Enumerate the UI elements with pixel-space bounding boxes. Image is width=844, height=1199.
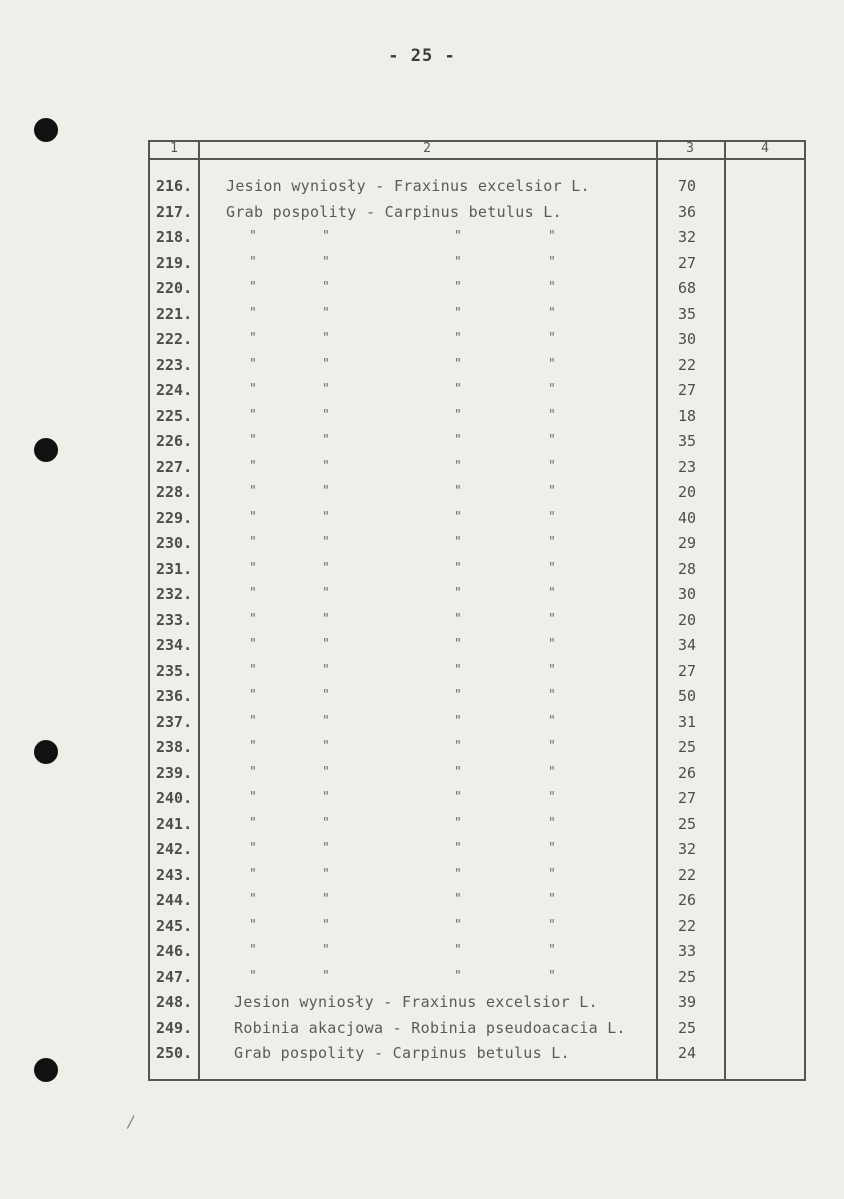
- row-value: 27: [678, 789, 697, 807]
- row-number: 233.: [156, 610, 193, 629]
- ditto-mark: ": [548, 713, 556, 729]
- row-value: 32: [678, 840, 697, 858]
- row-number: 232.: [156, 585, 193, 603]
- ditto-mark: ": [548, 433, 556, 448]
- ditto-mark: ": [454, 866, 462, 882]
- ditto-mark: ": [249, 739, 257, 754]
- ditto-mark: ": [548, 280, 556, 295]
- table-row: [0, 302, 844, 328]
- table-row: [0, 455, 844, 481]
- row-number: 226.: [156, 432, 193, 450]
- ditto-mark: ": [454, 331, 462, 346]
- row-value: 20: [678, 483, 697, 501]
- punch-hole-1: [34, 118, 58, 142]
- ditto-mark: ": [322, 968, 330, 984]
- ditto-mark: ": [454, 254, 462, 270]
- table-row: [0, 404, 844, 430]
- ditto-mark: ": [322, 382, 330, 397]
- row-value: 50: [678, 687, 697, 705]
- row-value: 32: [678, 228, 697, 246]
- row-number: 229.: [156, 508, 193, 527]
- ditto-mark: ": [548, 305, 556, 321]
- ditto-mark: ": [454, 356, 462, 372]
- row-value: 68: [678, 279, 697, 297]
- row-value: 25: [678, 738, 697, 756]
- table-row: [0, 837, 844, 863]
- table-row: [0, 659, 844, 685]
- row-value: 35: [678, 432, 697, 450]
- ditto-mark: ": [249, 713, 257, 729]
- row-number: 228.: [156, 483, 193, 501]
- ditto-mark: ": [322, 254, 330, 270]
- row-number: 238.: [156, 738, 193, 756]
- ditto-mark: ": [454, 790, 462, 805]
- row-number: 217.: [156, 202, 193, 221]
- row-number: 234.: [156, 636, 193, 654]
- ditto-mark: ": [548, 458, 556, 474]
- ditto-mark: ": [454, 407, 462, 423]
- ditto-mark: ": [454, 305, 462, 321]
- row-value: 24: [678, 1044, 697, 1062]
- row-value: 35: [678, 304, 697, 323]
- ditto-mark: ": [548, 943, 556, 958]
- ditto-mark: ": [322, 356, 330, 372]
- ditto-mark: ": [322, 509, 330, 525]
- ditto-mark: ": [249, 560, 257, 576]
- ditto-mark: ": [454, 484, 462, 499]
- ditto-mark: ": [249, 943, 257, 958]
- ditto-mark: ": [322, 917, 330, 933]
- ditto-mark: ": [249, 611, 257, 627]
- ditto-mark: ": [322, 433, 330, 448]
- ditto-mark: ": [322, 560, 330, 576]
- row-value: 25: [678, 814, 697, 833]
- ditto-mark: ": [249, 586, 257, 601]
- row-number: 219.: [156, 253, 193, 272]
- ditto-mark: ": [548, 611, 556, 627]
- row-number: 221.: [156, 304, 193, 323]
- ditto-mark: ": [322, 484, 330, 499]
- ditto-mark: ": [249, 688, 257, 703]
- row-value: 18: [678, 406, 697, 425]
- ditto-mark: ": [548, 917, 556, 933]
- ditto-mark: ": [548, 407, 556, 423]
- row-value: 30: [678, 585, 697, 603]
- row-number: 225.: [156, 406, 193, 425]
- ditto-mark: ": [322, 815, 330, 831]
- ditto-mark: ": [249, 356, 257, 372]
- row-number: 241.: [156, 814, 193, 833]
- table-row: [0, 429, 844, 455]
- column-header-4: 4: [761, 141, 769, 156]
- ditto-mark: ": [249, 917, 257, 933]
- ditto-mark: ": [249, 790, 257, 805]
- row-number: 216.: [156, 177, 193, 195]
- row-number: 245.: [156, 916, 193, 935]
- ditto-mark: ": [454, 586, 462, 601]
- ditto-mark: ": [249, 968, 257, 984]
- row-number: 222.: [156, 330, 193, 348]
- ditto-mark: ": [454, 688, 462, 703]
- row-number: 231.: [156, 559, 193, 578]
- ditto-mark: ": [249, 866, 257, 882]
- row-value: 39: [678, 993, 697, 1011]
- row-value: 23: [678, 457, 697, 476]
- row-number: 239.: [156, 763, 193, 782]
- ditto-mark: ": [322, 688, 330, 703]
- row-value: 22: [678, 865, 697, 884]
- ditto-mark: ": [454, 535, 462, 550]
- ditto-mark: ": [454, 892, 462, 907]
- ditto-mark: ": [249, 407, 257, 423]
- row-value: 22: [678, 355, 697, 374]
- row-value: 36: [678, 202, 697, 221]
- ditto-mark: ": [249, 509, 257, 525]
- row-number: 224.: [156, 381, 193, 399]
- ditto-mark: ": [548, 739, 556, 754]
- ditto-mark: ": [548, 509, 556, 525]
- ditto-mark: ": [454, 229, 462, 244]
- table-row: [0, 812, 844, 838]
- ditto-mark: ": [322, 407, 330, 423]
- row-number: 220.: [156, 279, 193, 297]
- ditto-mark: ": [322, 305, 330, 321]
- table-row: [0, 633, 844, 659]
- ditto-mark: ": [249, 662, 257, 678]
- column-header-2: 2: [423, 141, 431, 156]
- table-row: [0, 863, 844, 889]
- ditto-mark: ": [249, 892, 257, 907]
- row-number: 249.: [156, 1018, 193, 1037]
- row-number: 218.: [156, 228, 193, 246]
- table-row: [0, 786, 844, 812]
- ditto-mark: ": [322, 458, 330, 474]
- header-divider: [150, 158, 804, 160]
- row-value: 30: [678, 330, 697, 348]
- row-value: 25: [678, 967, 697, 986]
- ditto-mark: ": [249, 535, 257, 550]
- table-body: [0, 174, 844, 1067]
- ditto-mark: ": [322, 280, 330, 295]
- row-number: 227.: [156, 457, 193, 476]
- row-number: 236.: [156, 687, 193, 705]
- species-name: Jesion wyniosły - Fraxinus excelsior L.: [234, 993, 598, 1011]
- ditto-mark: ": [548, 382, 556, 397]
- row-number: 223.: [156, 355, 193, 374]
- ditto-mark: ": [454, 815, 462, 831]
- margin-mark: /: [128, 1112, 134, 1131]
- ditto-mark: ": [322, 637, 330, 652]
- row-number: 237.: [156, 712, 193, 731]
- row-value: 28: [678, 559, 697, 578]
- row-value: 20: [678, 610, 697, 629]
- ditto-mark: ": [454, 637, 462, 652]
- page-number: - 25 -: [388, 46, 456, 66]
- table-row: [0, 761, 844, 787]
- table-row: [0, 582, 844, 608]
- table-row: [0, 1016, 844, 1042]
- ditto-mark: ": [322, 892, 330, 907]
- ditto-mark: ": [548, 331, 556, 346]
- ditto-mark: ": [249, 305, 257, 321]
- ditto-mark: ": [249, 484, 257, 499]
- ditto-mark: ": [454, 662, 462, 678]
- table-row: [0, 990, 844, 1016]
- row-value: 26: [678, 891, 697, 909]
- table-row: [0, 174, 844, 200]
- ditto-mark: ": [454, 739, 462, 754]
- row-value: 25: [678, 1018, 697, 1037]
- ditto-mark: ": [322, 866, 330, 882]
- ditto-mark: ": [548, 866, 556, 882]
- table-row: [0, 914, 844, 940]
- ditto-mark: ": [548, 229, 556, 244]
- ditto-mark: ": [454, 382, 462, 397]
- ditto-mark: ": [454, 841, 462, 856]
- column-header-1: 1: [170, 141, 178, 156]
- ditto-mark: ": [322, 790, 330, 805]
- ditto-mark: ": [548, 968, 556, 984]
- ditto-mark: ": [548, 662, 556, 678]
- table-row: [0, 251, 844, 277]
- table-row: [0, 327, 844, 353]
- row-value: 27: [678, 661, 697, 680]
- ditto-mark: ": [548, 841, 556, 856]
- ditto-mark: ": [322, 586, 330, 601]
- row-number: 230.: [156, 534, 193, 552]
- table-row: [0, 888, 844, 914]
- ditto-mark: ": [454, 611, 462, 627]
- table-row: [0, 531, 844, 557]
- ditto-mark: ": [322, 943, 330, 958]
- species-name: Grab pospolity - Carpinus betulus L.: [226, 202, 562, 221]
- species-name: Grab pospolity - Carpinus betulus L.: [234, 1044, 570, 1062]
- ditto-mark: ": [548, 688, 556, 703]
- ditto-mark: ": [322, 535, 330, 550]
- species-name: Robinia akacjowa - Robinia pseudoacacia L.: [234, 1018, 626, 1037]
- row-value: 22: [678, 916, 697, 935]
- table-row: [0, 965, 844, 991]
- ditto-mark: ": [548, 815, 556, 831]
- row-value: 40: [678, 508, 697, 527]
- ditto-mark: ": [249, 433, 257, 448]
- ditto-mark: ": [249, 458, 257, 474]
- table-row: [0, 225, 844, 251]
- ditto-mark: ": [249, 382, 257, 397]
- table-row: [0, 276, 844, 302]
- ditto-mark: ": [548, 560, 556, 576]
- ditto-mark: ": [548, 535, 556, 550]
- table-row: [0, 684, 844, 710]
- species-name: Jesion wyniosły - Fraxinus excelsior L.: [226, 177, 590, 195]
- ditto-mark: ": [454, 968, 462, 984]
- ditto-mark: ": [322, 841, 330, 856]
- ditto-mark: ": [454, 458, 462, 474]
- ditto-mark: ": [322, 611, 330, 627]
- ditto-mark: ": [322, 662, 330, 678]
- table-row: [0, 506, 844, 532]
- ditto-mark: ": [548, 586, 556, 601]
- ditto-mark: ": [548, 484, 556, 499]
- row-number: 242.: [156, 840, 193, 858]
- row-value: 70: [678, 177, 697, 195]
- row-number: 235.: [156, 661, 193, 680]
- ditto-mark: ": [548, 790, 556, 805]
- table-row: [0, 1041, 844, 1067]
- row-number: 244.: [156, 891, 193, 909]
- ditto-mark: ": [249, 637, 257, 652]
- row-value: 33: [678, 942, 697, 960]
- table-row: [0, 608, 844, 634]
- ditto-mark: ": [548, 764, 556, 780]
- ditto-mark: ": [249, 331, 257, 346]
- ditto-mark: ": [454, 509, 462, 525]
- row-number: 240.: [156, 789, 193, 807]
- ditto-mark: ": [454, 764, 462, 780]
- ditto-mark: ": [454, 917, 462, 933]
- ditto-mark: ": [454, 433, 462, 448]
- ditto-mark: ": [249, 280, 257, 295]
- table-row: [0, 480, 844, 506]
- table-row: [0, 378, 844, 404]
- ditto-mark: ": [548, 892, 556, 907]
- ditto-mark: ": [454, 560, 462, 576]
- ditto-mark: ": [322, 331, 330, 346]
- ditto-mark: ": [322, 764, 330, 780]
- ditto-mark: ": [322, 229, 330, 244]
- ditto-mark: ": [548, 254, 556, 270]
- row-value: 31: [678, 712, 697, 731]
- row-number: 247.: [156, 967, 193, 986]
- table-row: [0, 353, 844, 379]
- table-row: [0, 557, 844, 583]
- table-row: [0, 200, 844, 226]
- row-value: 29: [678, 534, 697, 552]
- table-row: [0, 939, 844, 965]
- ditto-mark: ": [249, 815, 257, 831]
- row-number: 246.: [156, 942, 193, 960]
- ditto-mark: ": [454, 713, 462, 729]
- row-value: 27: [678, 381, 697, 399]
- ditto-mark: ": [322, 713, 330, 729]
- row-value: 34: [678, 636, 697, 654]
- ditto-mark: ": [322, 739, 330, 754]
- table-row: [0, 735, 844, 761]
- ditto-mark: ": [454, 280, 462, 295]
- ditto-mark: ": [548, 637, 556, 652]
- table-row: [0, 710, 844, 736]
- row-number: 243.: [156, 865, 193, 884]
- ditto-mark: ": [548, 356, 556, 372]
- row-value: 26: [678, 763, 697, 782]
- ditto-mark: ": [249, 764, 257, 780]
- ditto-mark: ": [249, 229, 257, 244]
- row-number: 250.: [156, 1044, 193, 1062]
- ditto-mark: ": [454, 943, 462, 958]
- ditto-mark: ": [249, 254, 257, 270]
- column-header-3: 3: [686, 141, 694, 156]
- row-value: 27: [678, 253, 697, 272]
- ditto-mark: ": [249, 841, 257, 856]
- row-number: 248.: [156, 993, 193, 1011]
